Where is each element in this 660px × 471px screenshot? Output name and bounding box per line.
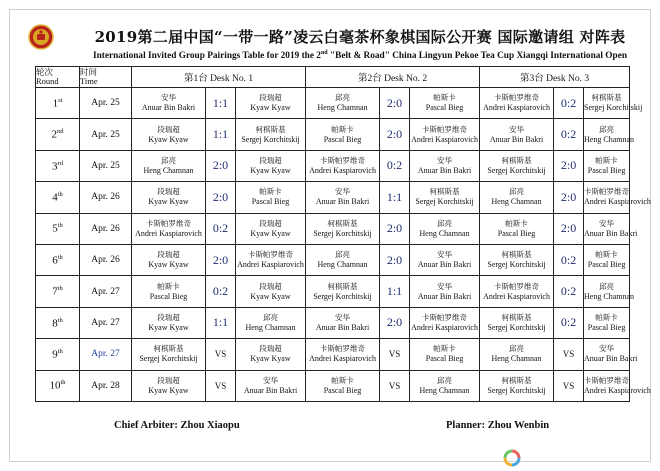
player-name-chinese: 段瑞超 <box>259 155 282 165</box>
player-1 <box>480 150 554 181</box>
header-time-en: Time <box>80 76 98 86</box>
player-1 <box>306 339 380 370</box>
round-number-value: 10 <box>49 380 61 393</box>
round-number-suffix: th <box>57 222 63 230</box>
player-name-chinese: 安华 <box>437 250 453 260</box>
ring-logo-icon <box>502 448 522 468</box>
round-number-value: 1 <box>52 97 59 110</box>
player-name-english: Sergej Korchitskij <box>487 322 546 332</box>
player-name-english: Anuar Bin Bakri <box>584 228 638 238</box>
player-name-english: Sergej Korchitskij <box>313 228 372 238</box>
round-number <box>36 88 80 119</box>
title-en-prefix: International Invited Group Pairings Table for 2019 the 2 <box>92 51 321 62</box>
player-name-english: Heng Chamnan <box>245 322 296 332</box>
player-name-english: Kyaw Kyaw <box>250 354 291 364</box>
match-score: 2:0 <box>206 244 236 275</box>
round-date: Apr. 28 <box>80 370 132 401</box>
player-name-english: Andrei Kaspiarovich <box>584 385 651 395</box>
player-name-english: Heng Chamnan <box>419 385 470 395</box>
round-date: Apr. 26 <box>80 244 132 275</box>
player-name-english: Sergej Korchitskij <box>241 134 300 144</box>
player-name-chinese: 段瑞超 <box>259 93 282 103</box>
match-score: 0:2 <box>554 244 584 275</box>
match-score: 2:0 <box>380 307 410 338</box>
player-name-english: Kyaw Kyaw <box>148 260 189 270</box>
header-desk-2: 第2台 Desk No. 2 <box>306 67 480 88</box>
player-name-chinese: 帕斯卡 <box>595 312 618 322</box>
player-name-english: Sergej Korchitskij <box>487 165 546 175</box>
player-name-chinese: 邱亮 <box>509 344 525 354</box>
title-english <box>60 50 660 61</box>
round-date: Apr. 26 <box>80 213 132 244</box>
round-number-value: 7 <box>52 285 58 298</box>
player-name-chinese: 安华 <box>509 124 525 134</box>
round-number <box>36 119 80 150</box>
round-number <box>36 339 80 370</box>
player-name-english: Heng Chamnan <box>317 260 368 270</box>
player-2 <box>410 213 480 244</box>
title-en-suffix: "Belt & Road" China Lingyun Pekoe Tea Cup Xiangqi International Open <box>327 51 628 62</box>
player-name-english: Anuar Bin Bakri <box>315 322 370 332</box>
match-score: 0:2 <box>554 119 584 150</box>
table-row <box>36 150 630 181</box>
player-name-chinese: 柯棋斯基 <box>327 218 358 228</box>
round-date: Apr. 27 <box>80 339 132 370</box>
player-name-english: Andrei Kaspiarovich <box>483 103 550 113</box>
match-score: 1:1 <box>380 276 410 307</box>
round-number-value: 4 <box>52 191 58 204</box>
player-name-english: Pascal Bieg <box>587 165 626 175</box>
player-name-chinese: 帕斯卡 <box>595 155 618 165</box>
player-name-english: Andrei Kaspiarovich <box>237 260 304 270</box>
player-name-english: Sergej Korchitskij <box>487 385 546 395</box>
player-name-english: Kyaw Kyaw <box>250 165 291 175</box>
player-name-english: Sergej Korchitskij <box>487 260 546 270</box>
player-2 <box>584 213 638 244</box>
player-name-chinese: 安华 <box>335 187 351 197</box>
player-name-english: Heng Chamnan <box>584 134 635 144</box>
player-1 <box>306 150 380 181</box>
planner: Planner: Zhou Wenbin <box>446 420 550 431</box>
title-en-sup: nd <box>320 50 328 56</box>
player-2 <box>584 88 643 119</box>
player-2 <box>410 88 480 119</box>
player-1 <box>306 88 380 119</box>
player-1 <box>132 182 206 213</box>
player-name-english: Anuar Bin Bakri <box>417 260 472 270</box>
table-row <box>36 339 630 370</box>
table-row <box>36 182 630 213</box>
player-1 <box>132 119 206 150</box>
player-name-english: Pascal Bieg <box>425 103 464 113</box>
player-2 <box>584 150 630 181</box>
player-1 <box>306 119 380 150</box>
player-name-chinese: 安华 <box>437 155 453 165</box>
player-name-chinese: 柯棋斯基 <box>327 281 358 291</box>
match-score: 2:0 <box>554 150 584 181</box>
round-number <box>36 276 80 307</box>
player-name-chinese: 柯棋斯基 <box>153 344 184 354</box>
player-name-chinese: 段瑞超 <box>157 312 180 322</box>
player-name-english: Anuar Bin Bakri <box>243 385 298 395</box>
table-header-row <box>36 67 630 88</box>
match-score: 0:2 <box>206 276 236 307</box>
round-date: Apr. 27 <box>80 276 132 307</box>
header-round-en: Round <box>36 76 59 86</box>
match-score: VS <box>206 339 236 370</box>
player-name-chinese: 卡斯帕罗维奇 <box>320 155 366 165</box>
player-name-english: Anuar Bin Bakri <box>141 103 196 113</box>
match-score: VS <box>380 370 410 401</box>
player-name-english: Andrei Kaspiarovich <box>584 197 651 207</box>
round-number-suffix: th <box>57 191 63 199</box>
match-score: 1:1 <box>206 307 236 338</box>
player-1 <box>480 307 554 338</box>
player-1 <box>132 339 206 370</box>
player-name-chinese: 柯棋斯基 <box>501 375 532 385</box>
player-1 <box>132 276 206 307</box>
round-number-suffix: th <box>57 347 63 355</box>
player-name-english: Anuar Bin Bakri <box>489 134 544 144</box>
player-2 <box>410 182 480 213</box>
player-name-english: Anuar Bin Bakri <box>584 354 638 364</box>
player-1 <box>132 88 206 119</box>
round-date: Apr. 27 <box>80 307 132 338</box>
player-1 <box>480 213 554 244</box>
player-name-english: Heng Chamnan <box>491 197 542 207</box>
player-name-chinese: 卡斯帕罗维奇 <box>422 312 468 322</box>
match-score: 0:2 <box>380 150 410 181</box>
round-date: Apr. 25 <box>80 88 132 119</box>
player-1 <box>480 276 554 307</box>
player-name-english: Pascal Bieg <box>425 354 464 364</box>
table-row <box>36 88 630 119</box>
player-name-chinese: 邱亮 <box>509 187 525 197</box>
player-2 <box>410 276 480 307</box>
player-name-english: Andrei Kaspiarovich <box>309 165 376 175</box>
round-date: Apr. 26 <box>80 182 132 213</box>
player-name-chinese: 邱亮 <box>437 375 453 385</box>
player-2 <box>584 276 635 307</box>
match-score: 0:2 <box>554 307 584 338</box>
player-2 <box>236 244 306 275</box>
player-name-english: Andrei Kaspiarovich <box>135 228 202 238</box>
table-row <box>36 307 630 338</box>
match-score: 2:0 <box>554 213 584 244</box>
player-name-chinese: 卡斯帕罗维奇 <box>494 281 540 291</box>
header-desk-3: 第3台 Desk No. 3 <box>480 67 630 88</box>
player-name-chinese: 段瑞超 <box>157 187 180 197</box>
player-2 <box>236 182 306 213</box>
player-name-chinese: 邱亮 <box>437 218 453 228</box>
player-name-english: Pascal Bieg <box>587 322 626 332</box>
player-1 <box>480 339 554 370</box>
match-score: 2:0 <box>380 88 410 119</box>
player-name-english: Kyaw Kyaw <box>250 103 291 113</box>
player-name-english: Pascal Bieg <box>497 228 536 238</box>
player-name-chinese: 帕斯卡 <box>505 218 528 228</box>
table-row <box>36 119 630 150</box>
player-name-english: Kyaw Kyaw <box>148 197 189 207</box>
player-2 <box>236 339 306 370</box>
match-score: 1:1 <box>380 182 410 213</box>
player-2 <box>236 213 306 244</box>
player-name-english: Pascal Bieg <box>251 197 290 207</box>
player-name-chinese: 安华 <box>161 93 176 103</box>
round-number-suffix: rd <box>57 159 63 167</box>
player-1 <box>480 370 554 401</box>
player-name-chinese: 柯棋斯基 <box>501 155 532 165</box>
player-name-chinese: 邱亮 <box>599 124 615 134</box>
round-number-suffix: th <box>60 379 66 387</box>
player-name-chinese: 帕斯卡 <box>595 250 618 260</box>
player-name-english: Sergej Korchitskij <box>313 291 372 301</box>
player-name-chinese: 安华 <box>263 375 278 385</box>
player-name-chinese: 柯棋斯基 <box>501 312 532 322</box>
player-1 <box>480 182 554 213</box>
player-name-english: Kyaw Kyaw <box>148 385 189 395</box>
player-2 <box>584 339 638 370</box>
player-2 <box>584 182 651 213</box>
match-score: VS <box>554 339 584 370</box>
player-2 <box>236 119 306 150</box>
round-number-value: 8 <box>52 317 58 330</box>
player-name-chinese: 柯棋斯基 <box>429 187 460 197</box>
table-row <box>36 370 630 401</box>
round-number-value: 9 <box>52 348 58 361</box>
player-name-english: Kyaw Kyaw <box>250 291 291 301</box>
player-2 <box>236 307 306 338</box>
player-2 <box>410 370 480 401</box>
match-score: 2:0 <box>380 213 410 244</box>
player-1 <box>306 244 380 275</box>
table-row <box>36 213 630 244</box>
player-name-english: Sergej Korchitskij <box>139 354 198 364</box>
player-1 <box>306 370 380 401</box>
player-name-chinese: 卡斯帕罗维奇 <box>320 344 366 354</box>
round-number-suffix: th <box>57 285 63 293</box>
round-number <box>36 244 80 275</box>
round-number-value: 6 <box>52 254 58 267</box>
round-number <box>36 182 80 213</box>
table-row <box>36 276 630 307</box>
player-name-chinese: 段瑞超 <box>157 250 180 260</box>
match-score: 1:1 <box>206 119 236 150</box>
table-row <box>36 244 630 275</box>
player-name-english: Pascal Bieg <box>587 260 626 270</box>
player-name-chinese: 卡斯帕罗维奇 <box>584 375 630 385</box>
player-name-chinese: 帕斯卡 <box>331 375 354 385</box>
round-number-suffix: nd <box>57 128 64 136</box>
player-name-chinese: 安华 <box>599 344 615 354</box>
player-name-chinese: 段瑞超 <box>157 124 180 134</box>
match-score: 2:0 <box>206 182 236 213</box>
match-score: VS <box>380 339 410 370</box>
table-body <box>36 88 651 402</box>
round-number <box>36 370 80 401</box>
player-name-chinese: 卡斯帕罗维奇 <box>248 250 293 260</box>
player-1 <box>480 88 554 119</box>
match-score: VS <box>554 370 584 401</box>
match-score: 1:1 <box>206 88 236 119</box>
match-score: 2:0 <box>380 244 410 275</box>
player-name-english: Kyaw Kyaw <box>148 134 189 144</box>
round-date: Apr. 25 <box>80 150 132 181</box>
player-1 <box>306 307 380 338</box>
player-name-chinese: 帕斯卡 <box>157 281 180 291</box>
player-name-english: Anuar Bin Bakri <box>417 165 472 175</box>
player-name-english: Sergej Korchitskij <box>584 103 643 113</box>
player-name-english: Andrei Kaspiarovich <box>411 322 478 332</box>
player-name-english: Andrei Kaspiarovich <box>483 291 550 301</box>
player-name-chinese: 段瑞超 <box>157 375 180 385</box>
header-time-cn: 时间 <box>80 67 98 77</box>
player-2 <box>410 119 480 150</box>
player-name-chinese: 段瑞超 <box>259 281 282 291</box>
chief-arbiter: Chief Arbiter: Zhou Xiaopu <box>114 420 240 431</box>
round-date: Apr. 25 <box>80 119 132 150</box>
player-name-chinese: 邱亮 <box>335 93 351 103</box>
round-number <box>36 150 80 181</box>
player-2 <box>584 119 635 150</box>
player-name-english: Heng Chamnan <box>584 291 635 301</box>
player-name-chinese: 卡斯帕罗维奇 <box>146 218 191 228</box>
player-1 <box>132 213 206 244</box>
round-number-value: 3 <box>52 160 58 173</box>
header-round-cn: 轮次 <box>36 67 54 77</box>
match-score: 2:0 <box>380 119 410 150</box>
player-name-chinese: 帕斯卡 <box>433 344 456 354</box>
player-2 <box>584 370 651 401</box>
event-emblem-icon <box>28 24 54 50</box>
player-name-chinese: 安华 <box>599 218 615 228</box>
player-name-english: Pascal Bieg <box>323 385 362 395</box>
player-name-chinese: 卡斯帕罗维奇 <box>422 124 468 134</box>
player-name-english: Andrei Kaspiarovich <box>309 354 376 364</box>
player-2 <box>410 339 480 370</box>
header-desk-1: 第1台 Desk No. 1 <box>132 67 306 88</box>
header-time <box>80 67 132 88</box>
round-number-suffix: th <box>57 253 63 261</box>
player-name-english: Pascal Bieg <box>323 134 362 144</box>
player-1 <box>132 307 206 338</box>
player-name-chinese: 邱亮 <box>263 312 278 322</box>
match-score: 2:0 <box>206 150 236 181</box>
player-name-english: Kyaw Kyaw <box>250 228 291 238</box>
player-1 <box>132 244 206 275</box>
round-number-suffix: st <box>58 96 63 104</box>
player-name-english: Heng Chamnan <box>143 165 194 175</box>
player-2 <box>236 370 306 401</box>
player-name-chinese: 邱亮 <box>161 155 176 165</box>
player-2 <box>584 244 630 275</box>
player-name-english: Heng Chamnan <box>419 228 470 238</box>
player-2 <box>584 307 630 338</box>
player-1 <box>306 213 380 244</box>
match-score: 2:0 <box>554 182 584 213</box>
player-name-chinese: 卡斯帕罗维奇 <box>584 187 630 197</box>
match-score: 0:2 <box>554 88 584 119</box>
player-name-chinese: 帕斯卡 <box>331 124 354 134</box>
player-1 <box>480 244 554 275</box>
match-score: 0:2 <box>206 213 236 244</box>
player-name-english: Heng Chamnan <box>491 354 542 364</box>
match-score: 0:2 <box>554 276 584 307</box>
round-number-value: 5 <box>52 223 58 236</box>
player-name-chinese: 柯棋斯基 <box>501 250 532 260</box>
player-name-chinese: 安华 <box>437 281 453 291</box>
document-page <box>9 9 651 462</box>
player-name-chinese: 邱亮 <box>335 250 351 260</box>
player-name-english: Pascal Bieg <box>149 291 188 301</box>
player-name-english: Anuar Bin Bakri <box>417 291 472 301</box>
player-1 <box>132 150 206 181</box>
player-name-chinese: 柯棋斯基 <box>255 124 286 134</box>
round-number <box>36 213 80 244</box>
player-2 <box>236 150 306 181</box>
player-name-chinese: 安华 <box>335 312 351 322</box>
round-number-value: 2 <box>51 128 57 141</box>
player-2 <box>236 88 306 119</box>
pairings-table <box>35 66 651 402</box>
player-2 <box>410 307 480 338</box>
match-score: VS <box>206 370 236 401</box>
player-name-chinese: 帕斯卡 <box>433 93 456 103</box>
player-1 <box>306 182 380 213</box>
player-name-english: Andrei Kaspiarovich <box>411 134 478 144</box>
player-name-chinese: 帕斯卡 <box>259 187 282 197</box>
player-2 <box>236 276 306 307</box>
player-1 <box>132 370 206 401</box>
player-1 <box>480 119 554 150</box>
player-name-chinese: 卡斯帕罗维奇 <box>494 93 540 103</box>
header-round <box>36 67 80 88</box>
round-number <box>36 307 80 338</box>
title-chinese: 2019第二届中国“一带一路”凌云白毫茶杯象棋国际公开赛 国际邀请组 对阵表 <box>94 28 626 46</box>
player-name-chinese: 段瑞超 <box>259 344 282 354</box>
round-number-suffix: th <box>57 316 63 324</box>
player-name-english: Heng Chamnan <box>317 103 368 113</box>
player-2 <box>410 150 480 181</box>
player-name-chinese: 邱亮 <box>599 281 615 291</box>
player-name-english: Anuar Bin Bakri <box>315 197 370 207</box>
player-name-chinese: 柯棋斯基 <box>591 93 622 103</box>
player-2 <box>410 244 480 275</box>
player-name-english: Kyaw Kyaw <box>148 322 189 332</box>
player-name-english: Sergej Korchitskij <box>415 197 474 207</box>
player-1 <box>306 276 380 307</box>
player-name-chinese: 段瑞超 <box>259 218 282 228</box>
